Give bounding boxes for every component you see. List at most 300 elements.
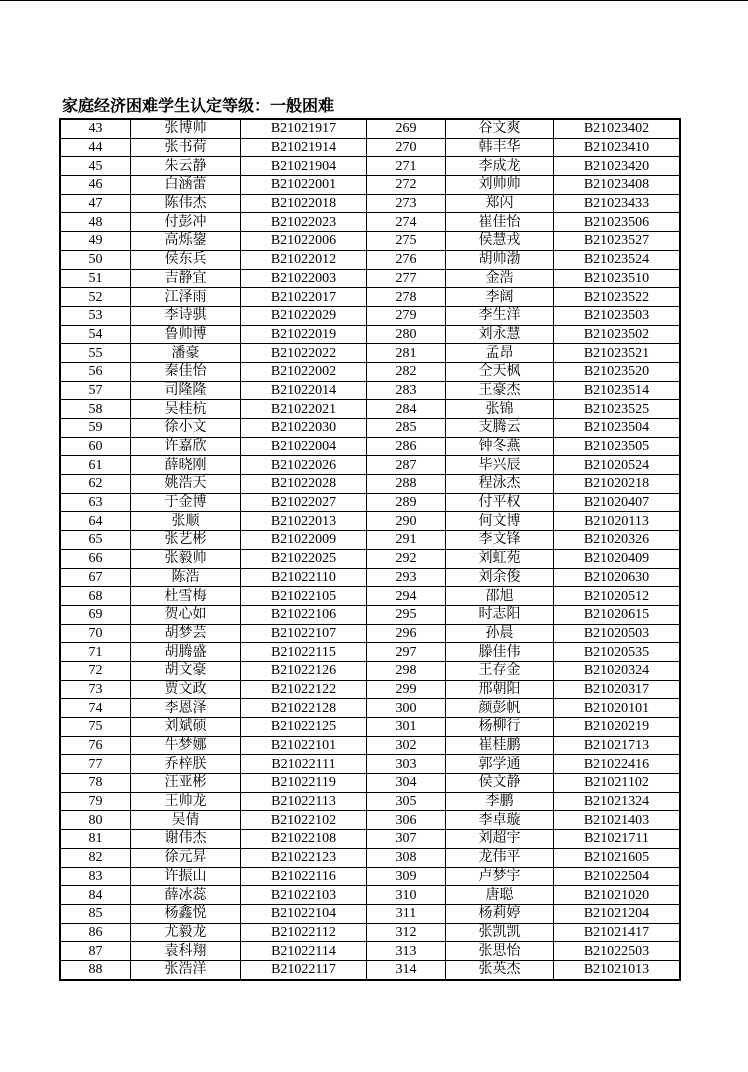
seq-number-cell: 47 [60,194,131,213]
seq-number-cell: 78 [60,774,131,793]
seq-number-cell: 85 [60,904,131,923]
student-id-cell: B21023504 [554,419,681,438]
table-row [60,605,680,624]
student-name-cell: 张顺 [131,512,241,531]
student-name-cell: 王帅龙 [131,792,241,811]
student-id-cell: B21022028 [241,475,367,494]
student-name-cell: 司隆隆 [131,381,241,400]
seq-number-cell: 302 [367,736,446,755]
student-name-cell: 胡腾盛 [131,643,241,662]
student-name-cell: 鲁帅博 [131,325,241,344]
seq-number-cell: 45 [60,157,131,176]
table-row [60,755,680,774]
table-row [60,549,680,568]
student-id-cell: B21020409 [554,549,681,568]
seq-number-cell: 301 [367,718,446,737]
student-name-cell: 于金博 [131,493,241,512]
student-id-cell: B21023524 [554,250,681,269]
student-id-cell: B21022030 [241,419,367,438]
student-name-cell: 陈浩 [131,568,241,587]
student-name-cell: 刘余俊 [446,568,554,587]
seq-number-cell: 51 [60,269,131,288]
student-id-cell: B21022103 [241,886,367,905]
student-name-cell: 邵旭 [446,587,554,606]
student-name-cell: 张英杰 [446,960,554,979]
student-name-cell: 李鹏 [446,792,554,811]
table-row [60,306,680,325]
table-row [60,325,680,344]
seq-number-cell: 308 [367,848,446,867]
student-name-cell: 韩丰华 [446,138,554,157]
student-name-cell: 胡文豪 [131,661,241,680]
seq-number-cell: 273 [367,194,446,213]
student-id-cell: B21020324 [554,661,681,680]
seq-number-cell: 53 [60,306,131,325]
seq-number-cell: 285 [367,419,446,438]
student-id-cell: B21022014 [241,381,367,400]
student-id-cell: B21022101 [241,736,367,755]
student-id-cell: B21022027 [241,493,367,512]
student-name-cell: 付平权 [446,493,554,512]
student-name-cell: 崔桂鹏 [446,736,554,755]
student-name-cell: 仝天枫 [446,362,554,381]
seq-number-cell: 75 [60,718,131,737]
seq-number-cell: 62 [60,475,131,494]
student-name-cell: 李成龙 [446,157,554,176]
student-id-cell: B21020317 [554,680,681,699]
seq-number-cell: 296 [367,624,446,643]
seq-number-cell: 72 [60,661,131,680]
seq-number-cell: 82 [60,848,131,867]
seq-number-cell: 46 [60,176,131,195]
student-name-cell: 姚浩天 [131,475,241,494]
student-id-cell: B21022107 [241,624,367,643]
seq-number-cell: 283 [367,381,446,400]
student-id-cell: B21022001 [241,176,367,195]
seq-number-cell: 271 [367,157,446,176]
seq-number-cell: 57 [60,381,131,400]
seq-number-cell: 71 [60,643,131,662]
seq-number-cell: 280 [367,325,446,344]
table-row [60,960,680,979]
table-row [60,456,680,475]
student-id-cell: B21020218 [554,475,681,494]
student-id-cell: B21021204 [554,904,681,923]
student-name-cell: 刘永慧 [446,325,554,344]
student-name-cell: 袁科翔 [131,942,241,961]
student-name-cell: 孙晨 [446,624,554,643]
student-id-cell: B21022013 [241,512,367,531]
student-name-cell: 胡梦芸 [131,624,241,643]
student-id-cell: B21022025 [241,549,367,568]
student-name-cell: 侯文静 [446,774,554,793]
roster-body [60,119,680,980]
table-row [60,886,680,905]
student-name-cell: 贺心如 [131,605,241,624]
student-name-cell: 贾文政 [131,680,241,699]
seq-number-cell: 66 [60,549,131,568]
seq-number-cell: 80 [60,811,131,830]
student-id-cell: B21022416 [554,755,681,774]
seq-number-cell: 290 [367,512,446,531]
student-name-cell: 唐聪 [446,886,554,905]
student-id-cell: B21022503 [554,942,681,961]
student-name-cell: 杨鑫悦 [131,904,241,923]
student-id-cell: B21022122 [241,680,367,699]
seq-number-cell: 306 [367,811,446,830]
seq-number-cell: 314 [367,960,446,979]
student-name-cell: 张浩洋 [131,960,241,979]
student-name-cell: 徐小文 [131,419,241,438]
seq-number-cell: 291 [367,531,446,550]
seq-number-cell: 64 [60,512,131,531]
seq-number-cell: 299 [367,680,446,699]
student-name-cell: 程泳杰 [446,475,554,494]
student-id-cell: B21022504 [554,867,681,886]
student-name-cell: 杨莉婷 [446,904,554,923]
seq-number-cell: 76 [60,736,131,755]
document-title: 家庭经济困难学生认定等级：一般困难 [62,96,335,115]
seq-number-cell: 274 [367,213,446,232]
student-id-cell: B21020512 [554,587,681,606]
student-id-cell: B21022022 [241,344,367,363]
seq-number-cell: 55 [60,344,131,363]
page-top-border [0,0,748,1]
student-name-cell: 朱云静 [131,157,241,176]
student-id-cell: B21022119 [241,774,367,793]
student-name-cell: 颜彭帆 [446,699,554,718]
student-id-cell: B21023520 [554,362,681,381]
table-row [60,792,680,811]
student-id-cell: B21023503 [554,306,681,325]
table-row [60,288,680,307]
student-id-cell: B21021711 [554,830,681,849]
student-id-cell: B21023514 [554,381,681,400]
student-id-cell: B21022004 [241,437,367,456]
seq-number-cell: 84 [60,886,131,905]
student-name-cell: 李阔 [446,288,554,307]
table-row [60,362,680,381]
seq-number-cell: 289 [367,493,446,512]
student-name-cell: 许振山 [131,867,241,886]
table-row [60,718,680,737]
student-id-cell: B21021013 [554,960,681,979]
student-id-cell: B21022019 [241,325,367,344]
seq-number-cell: 311 [367,904,446,923]
seq-number-cell: 74 [60,699,131,718]
student-name-cell: 王存金 [446,661,554,680]
seq-number-cell: 43 [60,119,131,138]
seq-number-cell: 293 [367,568,446,587]
student-name-cell: 徐元昇 [131,848,241,867]
table-row [60,736,680,755]
seq-number-cell: 297 [367,643,446,662]
student-id-cell: B21022105 [241,587,367,606]
table-row [60,680,680,699]
table-row [60,437,680,456]
student-id-cell: B21020326 [554,531,681,550]
student-id-cell: B21021403 [554,811,681,830]
student-id-cell: B21023410 [554,138,681,157]
student-name-cell: 潘豪 [131,344,241,363]
table-row [60,923,680,942]
student-name-cell: 郭学通 [446,755,554,774]
seq-number-cell: 70 [60,624,131,643]
table-row [60,531,680,550]
student-name-cell: 时志阳 [446,605,554,624]
student-name-cell: 滕佳伟 [446,643,554,662]
seq-number-cell: 309 [367,867,446,886]
seq-number-cell: 60 [60,437,131,456]
student-name-cell: 张锦 [446,400,554,419]
student-id-cell: B21020219 [554,718,681,737]
student-id-cell: B21022126 [241,661,367,680]
student-name-cell: 吴桂杭 [131,400,241,419]
student-name-cell: 杨柳行 [446,718,554,737]
table-row [60,848,680,867]
student-id-cell: B21022102 [241,811,367,830]
student-id-cell: B21021904 [241,157,367,176]
seq-number-cell: 303 [367,755,446,774]
seq-number-cell: 69 [60,605,131,624]
seq-number-cell: 275 [367,232,446,251]
student-id-cell: B21022113 [241,792,367,811]
student-name-cell: 刘斌硕 [131,718,241,737]
student-id-cell: B21022009 [241,531,367,550]
student-id-cell: B21020407 [554,493,681,512]
seq-number-cell: 50 [60,250,131,269]
seq-number-cell: 61 [60,456,131,475]
student-name-cell: 刘帅帅 [446,176,554,195]
seq-number-cell: 284 [367,400,446,419]
student-id-cell: B21021605 [554,848,681,867]
student-name-cell: 谷文爽 [446,119,554,138]
student-id-cell: B21023521 [554,344,681,363]
seq-number-cell: 286 [367,437,446,456]
student-name-cell: 王豪杰 [446,381,554,400]
student-name-cell: 郑闪 [446,194,554,213]
student-id-cell: B21020503 [554,624,681,643]
student-name-cell: 杜雪梅 [131,587,241,606]
student-id-cell: B21022104 [241,904,367,923]
student-id-cell: B21022021 [241,400,367,419]
student-roster-table [59,118,681,981]
seq-number-cell: 272 [367,176,446,195]
student-id-cell: B21023402 [554,119,681,138]
student-name-cell: 汪亚彬 [131,774,241,793]
seq-number-cell: 287 [367,456,446,475]
seq-number-cell: 277 [367,269,446,288]
student-name-cell: 薛冰蕊 [131,886,241,905]
table-row [60,512,680,531]
table-row [60,811,680,830]
student-id-cell: B21021102 [554,774,681,793]
student-id-cell: B21022116 [241,867,367,886]
student-name-cell: 乔梓朕 [131,755,241,774]
table-row [60,232,680,251]
seq-number-cell: 270 [367,138,446,157]
table-row [60,400,680,419]
seq-number-cell: 49 [60,232,131,251]
seq-number-cell: 313 [367,942,446,961]
seq-number-cell: 54 [60,325,131,344]
student-name-cell: 尤毅龙 [131,923,241,942]
student-name-cell: 何文博 [446,512,554,531]
student-name-cell: 牛梦娜 [131,736,241,755]
student-name-cell: 支腾云 [446,419,554,438]
student-id-cell: B21022123 [241,848,367,867]
student-id-cell: B21023502 [554,325,681,344]
student-name-cell: 张凯凯 [446,923,554,942]
student-id-cell: B21022023 [241,213,367,232]
student-id-cell: B21020101 [554,699,681,718]
student-name-cell: 侯东兵 [131,250,241,269]
student-name-cell: 刘虹苑 [446,549,554,568]
student-id-cell: B21023420 [554,157,681,176]
seq-number-cell: 292 [367,549,446,568]
seq-number-cell: 276 [367,250,446,269]
student-id-cell: B21021713 [554,736,681,755]
student-name-cell: 胡帅渤 [446,250,554,269]
student-name-cell: 秦佳怡 [131,362,241,381]
table-row [60,176,680,195]
student-id-cell: B21020630 [554,568,681,587]
student-name-cell: 高烁鋆 [131,232,241,251]
student-id-cell: B21022117 [241,960,367,979]
student-id-cell: B21020113 [554,512,681,531]
table-row [60,269,680,288]
seq-number-cell: 63 [60,493,131,512]
student-name-cell: 龙伟平 [446,848,554,867]
seq-number-cell: 288 [367,475,446,494]
table-row [60,624,680,643]
student-id-cell: B21022003 [241,269,367,288]
student-name-cell: 谢伟杰 [131,830,241,849]
student-id-cell: B21022006 [241,232,367,251]
seq-number-cell: 58 [60,400,131,419]
table-row [60,867,680,886]
student-id-cell: B21020535 [554,643,681,662]
seq-number-cell: 86 [60,923,131,942]
student-name-cell: 李生洋 [446,306,554,325]
student-id-cell: B21022114 [241,942,367,961]
student-name-cell: 钟冬燕 [446,437,554,456]
student-name-cell: 卢梦宇 [446,867,554,886]
student-name-cell: 白涵蕾 [131,176,241,195]
student-name-cell: 刘超宇 [446,830,554,849]
student-id-cell: B21021917 [241,119,367,138]
seq-number-cell: 44 [60,138,131,157]
student-name-cell: 付彭冲 [131,213,241,232]
student-name-cell: 张书荷 [131,138,241,157]
student-name-cell: 张艺彬 [131,531,241,550]
student-name-cell: 孟昂 [446,344,554,363]
student-name-cell: 张思怡 [446,942,554,961]
table-row [60,904,680,923]
student-id-cell: B21022029 [241,306,367,325]
table-row [60,643,680,662]
student-id-cell: B21022017 [241,288,367,307]
student-id-cell: B21022110 [241,568,367,587]
seq-number-cell: 298 [367,661,446,680]
table-row [60,699,680,718]
table-row [60,493,680,512]
table-row [60,587,680,606]
table-row [60,194,680,213]
student-id-cell: B21022106 [241,605,367,624]
seq-number-cell: 68 [60,587,131,606]
student-name-cell: 张博帅 [131,119,241,138]
student-id-cell: B21020615 [554,605,681,624]
student-id-cell: B21022128 [241,699,367,718]
table-row [60,119,680,138]
seq-number-cell: 295 [367,605,446,624]
table-row [60,419,680,438]
student-id-cell: B21022018 [241,194,367,213]
student-id-cell: B21023527 [554,232,681,251]
student-id-cell: B21022111 [241,755,367,774]
student-id-cell: B21023510 [554,269,681,288]
student-name-cell: 李诗骐 [131,306,241,325]
student-id-cell: B21022002 [241,362,367,381]
table-row [60,157,680,176]
seq-number-cell: 281 [367,344,446,363]
student-id-cell: B21023505 [554,437,681,456]
student-id-cell: B21023433 [554,194,681,213]
student-id-cell: B21022115 [241,643,367,662]
table-row [60,661,680,680]
seq-number-cell: 88 [60,960,131,979]
student-id-cell: B21022108 [241,830,367,849]
seq-number-cell: 81 [60,830,131,849]
student-id-cell: B21022125 [241,718,367,737]
student-name-cell: 薛晓刚 [131,456,241,475]
seq-number-cell: 300 [367,699,446,718]
seq-number-cell: 304 [367,774,446,793]
seq-number-cell: 278 [367,288,446,307]
table-row [60,250,680,269]
seq-number-cell: 77 [60,755,131,774]
student-name-cell: 毕兴辰 [446,456,554,475]
seq-number-cell: 305 [367,792,446,811]
seq-number-cell: 279 [367,306,446,325]
seq-number-cell: 310 [367,886,446,905]
student-id-cell: B21023525 [554,400,681,419]
seq-number-cell: 294 [367,587,446,606]
student-id-cell: B21022012 [241,250,367,269]
student-id-cell: B21023506 [554,213,681,232]
seq-number-cell: 56 [60,362,131,381]
table-row [60,942,680,961]
seq-number-cell: 52 [60,288,131,307]
student-id-cell: B21023522 [554,288,681,307]
table-row [60,568,680,587]
student-name-cell: 陈伟杰 [131,194,241,213]
seq-number-cell: 65 [60,531,131,550]
student-name-cell: 崔佳怡 [446,213,554,232]
seq-number-cell: 269 [367,119,446,138]
student-id-cell: B21022112 [241,923,367,942]
student-name-cell: 吴倩 [131,811,241,830]
student-name-cell: 江泽雨 [131,288,241,307]
table-row [60,774,680,793]
student-id-cell: B21022026 [241,456,367,475]
seq-number-cell: 73 [60,680,131,699]
student-name-cell: 许嘉欣 [131,437,241,456]
student-id-cell: B21020524 [554,456,681,475]
student-id-cell: B21021914 [241,138,367,157]
table-row [60,344,680,363]
